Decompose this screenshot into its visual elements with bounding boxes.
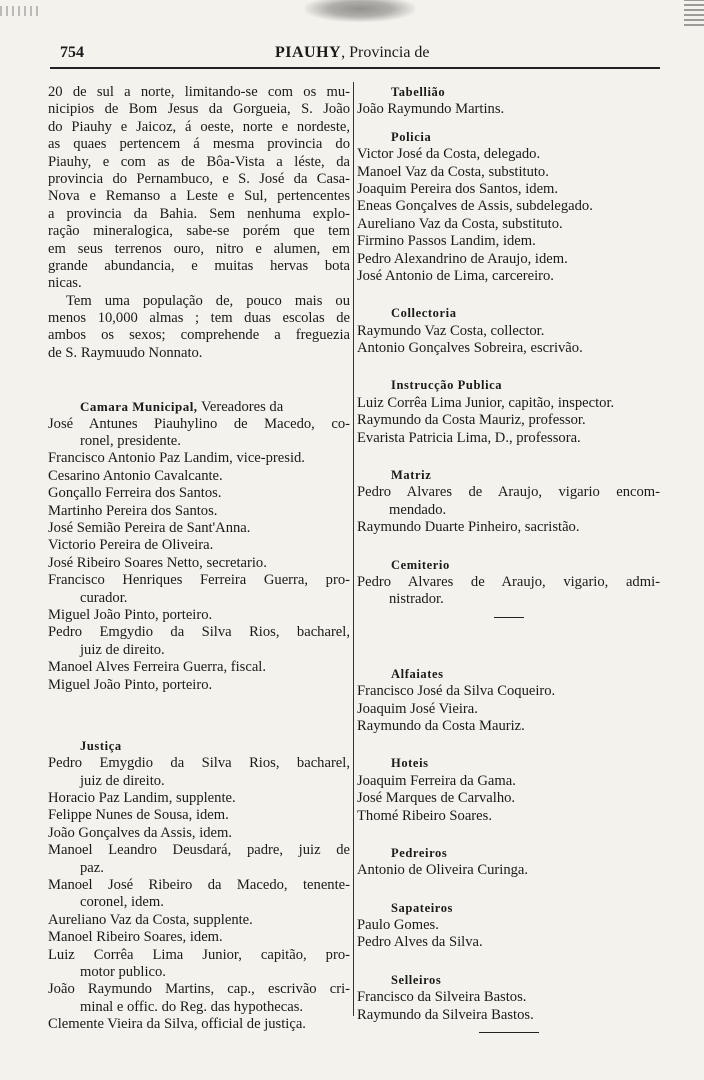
text-line: Tem uma população de, pouco mais ou xyxy=(66,292,350,309)
alfaiates-section xyxy=(357,666,660,736)
list-item: José Marques de Carvalho. xyxy=(357,790,516,807)
list-item: José Semião Pereira de Sant'Anna. xyxy=(48,519,251,536)
list-item: Horacio Paz Landim, supplente. xyxy=(48,790,236,807)
scan-edge-right xyxy=(684,0,704,26)
running-title-rest: , Provincia de xyxy=(341,44,430,61)
left-column xyxy=(48,84,350,1034)
justica-heading: Justiça xyxy=(80,738,122,753)
camara-heading xyxy=(48,398,350,415)
list-item: Joaquim José Vieira. xyxy=(357,700,478,717)
text-line: Nova e Remanso a Leste e Sul, pertencentes xyxy=(48,188,350,205)
text-line: a provincia da Bahia. Sem nenhuma explo- xyxy=(48,205,350,222)
list-item: Eneas Gonçalves de Assis, subdelegado. xyxy=(357,198,593,215)
instruccao-heading: Instrucção Publica xyxy=(391,378,503,393)
list-item: João Raymundo Martins. xyxy=(357,101,505,118)
cemiterio-section xyxy=(357,557,660,609)
list-item: Gonçallo Ferreira dos Santos. xyxy=(48,485,222,502)
list-item: Antonio Gonçalves Sobreira, escrivão. xyxy=(357,340,583,357)
list-item: Luiz Corrêa Lima Junior, capitão, inspector. xyxy=(357,394,615,411)
list-item: Miguel João Pinto, porteiro. xyxy=(48,606,213,623)
selleiros-heading: Selleiros xyxy=(391,972,442,987)
cemiterio-heading: Cemiterio xyxy=(391,557,450,572)
page-header xyxy=(60,44,660,66)
running-title xyxy=(275,44,430,62)
list-item: Martinho Pereira dos Santos. xyxy=(48,502,218,519)
list-item: Victorio Pereira de Oliveira. xyxy=(48,537,214,554)
list-item: Victor José da Costa, delegado. xyxy=(357,146,541,163)
list-item-continuation: mendado. xyxy=(389,501,447,518)
list-item: Aureliano Vaz da Costa, supplente. xyxy=(48,911,253,928)
list-item: Evarista Patricia Lima, D., professora. xyxy=(357,429,581,446)
list-item: Raymundo da Costa Mauriz, professor. xyxy=(357,412,586,429)
running-title-state: PIAUHY xyxy=(275,44,342,61)
header-rule xyxy=(50,67,660,69)
list-item: José Antonio de Lima, carcereiro. xyxy=(357,267,554,284)
list-item-continuation: paz. xyxy=(80,859,104,876)
justica-section xyxy=(48,738,350,1034)
list-item: Joaquim Pereira dos Santos, idem. xyxy=(357,180,559,197)
list-item: Manoel José Ribeiro da Macedo, tenente- xyxy=(48,877,350,894)
alfaiates-heading: Alfaiates xyxy=(391,666,444,681)
text-line: 20 de sul a norte, limitando-se com os mu- xyxy=(48,84,350,100)
collectoria-heading: Collectoria xyxy=(391,306,457,321)
list-item-continuation: ronel, presidente. xyxy=(80,433,181,450)
list-item: Francisco José da Silva Coqueiro. xyxy=(357,683,556,700)
list-item: João Raymundo Martins, cap., escrivão cri- xyxy=(48,981,350,998)
pedreiros-heading: Pedreiros xyxy=(391,845,448,860)
list-item: Felippe Nunes de Sousa, idem. xyxy=(48,807,229,824)
text-line: Piauhy, e com as de Bôa-Vista a léste, da xyxy=(48,153,350,170)
list-item: Pedro Emgydio da Silva Rios, bacharel, xyxy=(48,624,350,641)
section-rule xyxy=(357,609,660,626)
list-item: Francisco da Silveira Bastos. xyxy=(357,989,527,1006)
list-item: Firmino Passos Landim, idem. xyxy=(357,233,536,250)
list-item: Pedro Alves da Silva. xyxy=(357,934,483,951)
text-line: de S. Raymuudo Nonnato. xyxy=(48,344,203,361)
list-item: João Gonçalves da Assis, idem. xyxy=(48,824,233,841)
collectoria-section xyxy=(357,305,660,357)
list-item: Cesarino Antonio Cavalcante. xyxy=(48,467,223,484)
list-item-continuation: minal e offic. do Reg. das hypothecas. xyxy=(80,998,304,1015)
selleiros-section xyxy=(357,972,660,1024)
list-item-continuation: nistrador. xyxy=(389,591,444,608)
list-item: Paulo Gomes. xyxy=(357,917,439,934)
list-item-continuation: coronel, idem. xyxy=(80,894,164,911)
intro-paragraph xyxy=(48,84,350,293)
list-item: Francisco Antonio Paz Landim, vice-presid. xyxy=(48,450,305,467)
camara-heading-label: Camara Municipal, xyxy=(80,399,198,415)
list-item-continuation: curador. xyxy=(80,589,128,606)
list-item: Clemente Vieira da Silva, official de justiça. xyxy=(48,1016,306,1033)
sapateiros-section xyxy=(357,900,660,952)
list-item: José Ribeiro Soares Netto, secretario. xyxy=(48,554,267,571)
list-item: Pedro Alvares de Araujo, vigario encom- xyxy=(357,484,660,501)
pedreiros-section xyxy=(357,845,660,880)
list-item: Raymundo da Silveira Bastos. xyxy=(357,1006,534,1023)
list-item: Pedro Alexandrino de Araujo, idem. xyxy=(357,250,568,267)
scan-speck-left xyxy=(0,6,40,16)
policia-section xyxy=(357,129,660,286)
list-item-continuation: juiz de direito. xyxy=(80,772,165,789)
camara-heading-tail: Vereadores da xyxy=(197,399,284,416)
list-item-continuation: motor publico. xyxy=(80,963,166,980)
column-divider xyxy=(353,82,354,1016)
list-item: Aureliano Vaz da Costa, substituto. xyxy=(357,215,563,232)
right-column xyxy=(357,84,660,1041)
list-item: Pedro Emygdio da Silva Rios, bacharel, xyxy=(48,755,350,772)
list-item: Pedro Alvares de Araujo, vigario, admi- xyxy=(357,573,660,590)
text-line: nicas. xyxy=(48,275,82,292)
instruccao-section xyxy=(357,377,660,447)
text-line: ração mineralogica, sabe-se porém que tem xyxy=(48,223,350,240)
list-item: Joaquim Ferreira da Gama. xyxy=(357,772,516,789)
list-item: Manoel Alves Ferreira Guerra, fiscal. xyxy=(48,659,267,676)
list-item: Manoel Vaz da Costa, substituto. xyxy=(357,163,549,180)
camara-section xyxy=(48,398,350,694)
list-item: Manoel Ribeiro Soares, idem. xyxy=(48,929,223,946)
list-item-continuation: juiz de direito. xyxy=(80,641,165,658)
tabelliao-heading: Tabellião xyxy=(391,85,446,99)
list-item: Raymundo da Costa Mauriz. xyxy=(357,717,525,734)
list-item: José Antunes Piauhylino de Macedo, co- xyxy=(48,415,350,432)
ink-blot-top xyxy=(305,0,415,22)
text-line: nicipios de Bom Jesus da Gorgueia, S. João xyxy=(48,101,350,118)
list-item: Francisco Henriques Ferreira Guerra, pro- xyxy=(48,572,350,589)
policia-heading: Policia xyxy=(391,129,432,144)
list-item: Raymundo Duarte Pinheiro, sacristão. xyxy=(357,519,580,536)
population-paragraph xyxy=(48,293,350,363)
text-line: as quaes pertencem á mesma provincia do xyxy=(48,136,350,153)
text-line: em seus terrenos ouro, nitro e alumen, em xyxy=(48,240,350,257)
text-line: grande abundancia, e muitas hervas bota xyxy=(48,257,350,274)
list-item: Raymundo Vaz Costa, collector. xyxy=(357,322,545,339)
text-line: provincia do Pernambuco, e S. José da Casa- xyxy=(48,170,350,187)
section-rule xyxy=(357,1024,660,1041)
list-item: Miguel João Pinto, porteiro. xyxy=(48,676,213,693)
matriz-section xyxy=(357,467,660,537)
text-line: ambos os sexos; comprehende a freguezia xyxy=(48,327,350,344)
hoteis-section xyxy=(357,755,660,825)
tabelliao-section xyxy=(357,84,660,119)
list-item: Luiz Corrêa Lima Junior, capitão, pro- xyxy=(48,946,350,963)
list-item: Antonio de Oliveira Curinga. xyxy=(357,862,529,879)
hoteis-heading: Hoteis xyxy=(391,756,429,771)
list-item: Manoel Leandro Deusdará, padre, juiz de xyxy=(48,842,350,859)
page-number: 754 xyxy=(60,44,84,61)
text-line: do Piauhy e Jaicoz, á oeste, norte e nordeste, xyxy=(48,118,350,135)
text-line: menos 10,000 almas ; tem duas escolas de xyxy=(48,310,350,327)
sapateiros-heading: Sapateiros xyxy=(391,900,454,915)
list-item: Thomé Ribeiro Soares. xyxy=(357,807,492,824)
matriz-heading: Matriz xyxy=(391,468,432,483)
